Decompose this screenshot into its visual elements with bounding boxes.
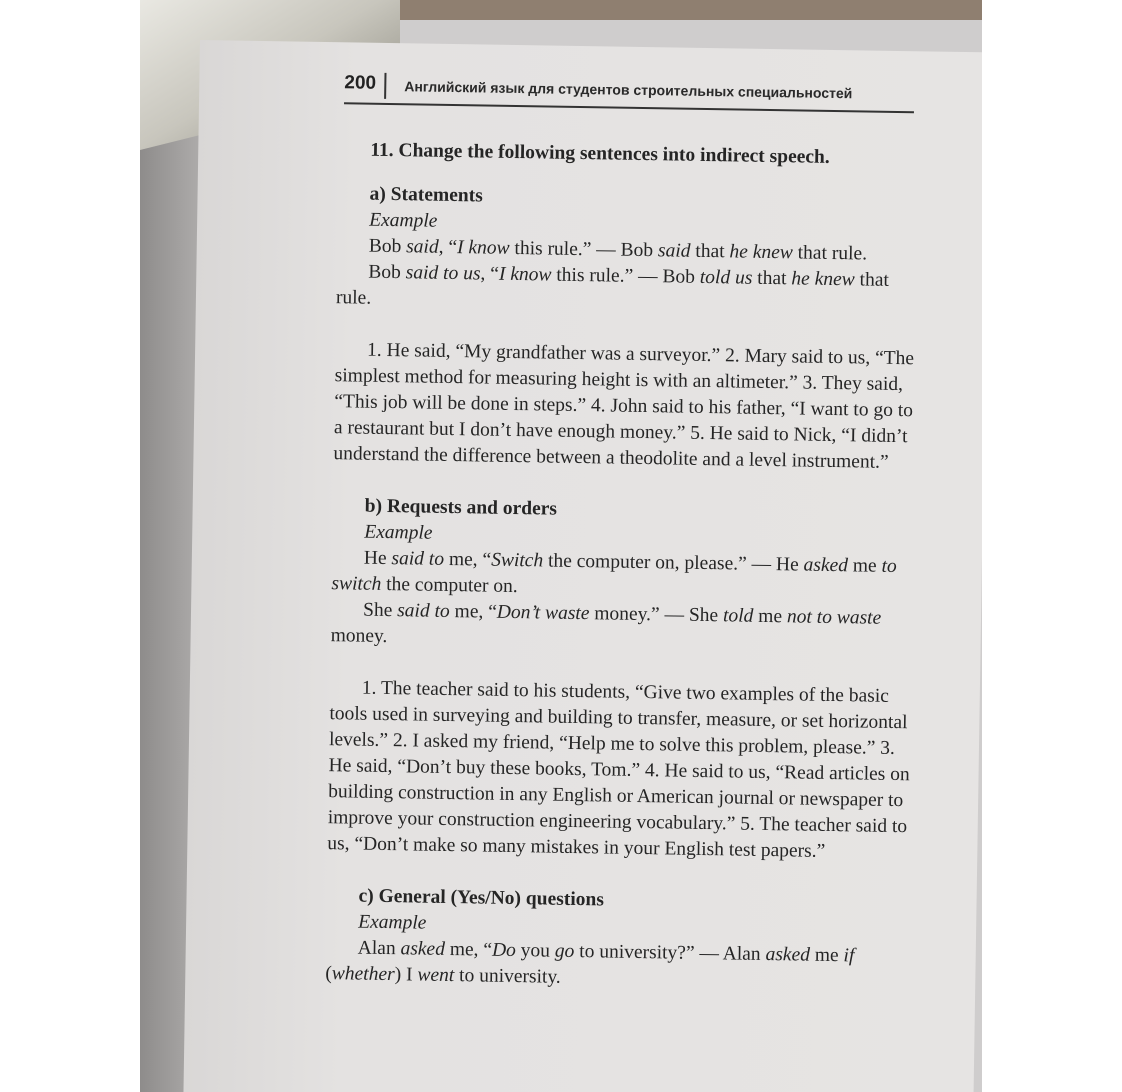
section-b-example-1: He said to me, “Switch the computer on, please.” — He asked me to switch the computer on. xyxy=(331,547,897,598)
running-title: Английский язык для студентов строительных специальностей xyxy=(404,78,853,102)
section-c-heading: c) General (Yes/No) questions xyxy=(358,885,605,911)
page-header xyxy=(344,70,914,113)
section-b-example-2: She said to me, “Don’t waste money.” — She told me not to waste money. xyxy=(330,599,882,648)
exercise-task: 11. Change the following sentences into indirect speech. xyxy=(370,139,830,168)
section-a-heading: a) Statements xyxy=(369,183,483,207)
section-a-sentences: 1. He said, “My grandfather was a surveyor.” 2. Mary said to us, “The simplest method for measuring height is with an altimeter.” 3. They said, “This job will be done in steps.” 4. John said to his father, “I want to go to a restaurant but I don’t have enough money.” 5. He said to Nick, “I didn’t understand the difference between a theodolite and a level instrument.” xyxy=(333,339,915,473)
section-c-example-1: Alan asked me, “Do you go to university?” — Alan asked me if (whether) I went to university. xyxy=(325,937,855,988)
page-number: 200 xyxy=(344,72,386,99)
book-page xyxy=(183,40,982,1092)
section-a-example-1: Bob said, “I know this rule.” — Bob said that he knew that rule. xyxy=(368,235,868,265)
photo-background xyxy=(140,0,982,1092)
section-b-sentences: 1. The teacher said to his students, “Give two examples of the basic tools used in surveying and building to transfer, measure, or set horizontal levels.” 2. I asked my friend, “Help me to solve this problem, please.” 3. He said, “Don’t buy these books, Tom.” 4. He said to us, “Read articles on building construction in any English or American journal or newspaper to improve your construction engineering vocabulary.” 5. The teacher said to us, “Don’t make so many mistakes in your English test papers.” xyxy=(327,677,910,862)
section-c-example-label: Example xyxy=(357,911,427,934)
section-a-example-label: Example xyxy=(369,209,438,232)
page-content xyxy=(325,137,923,996)
section-b-example-label: Example xyxy=(364,521,433,544)
section-a-example-2: Bob said to us, “I know this rule.” — Bob told us that he knew that rule. xyxy=(335,261,890,309)
section-b-heading: b) Requests and orders xyxy=(364,495,558,520)
